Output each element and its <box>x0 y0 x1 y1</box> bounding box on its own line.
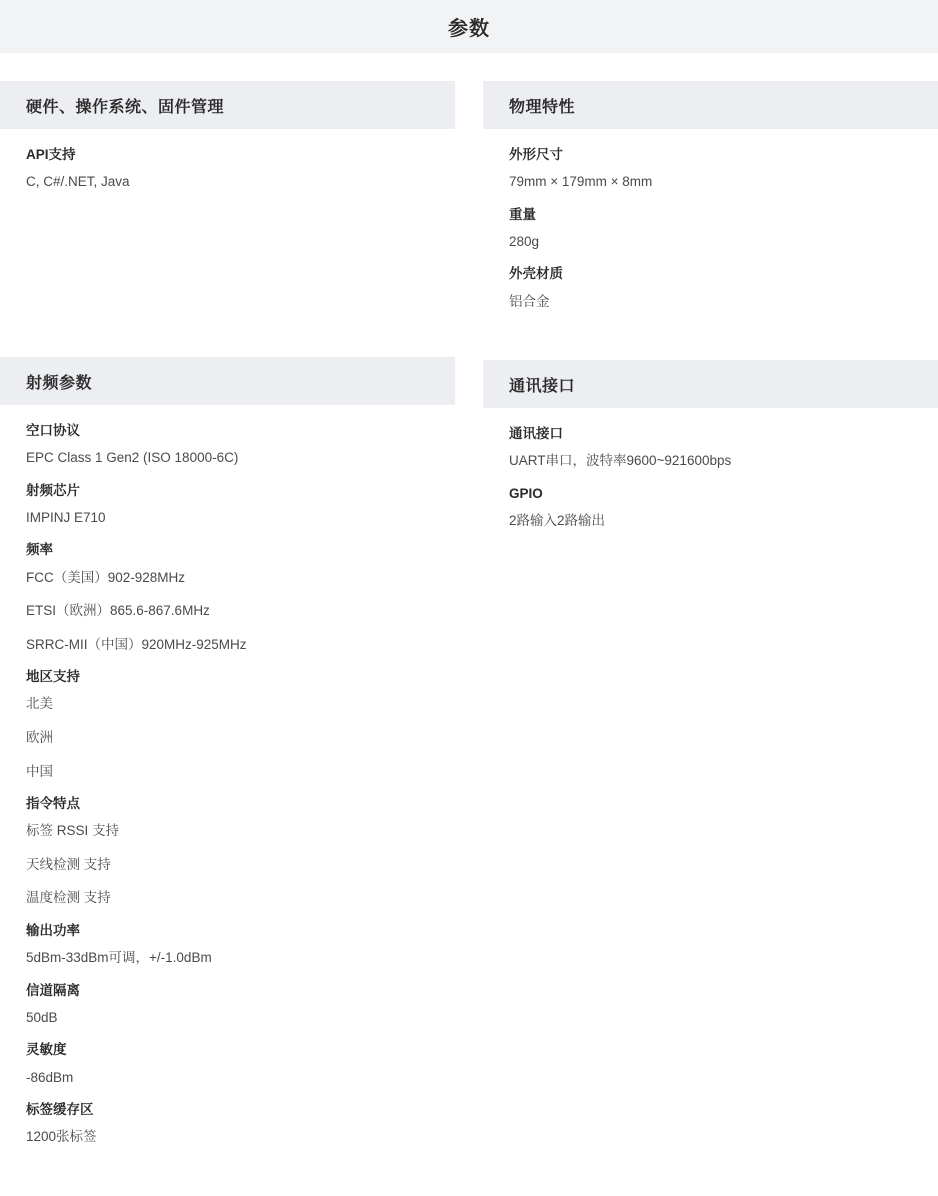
spec-row <box>26 669 429 780</box>
spec-value: 1200张标签 <box>26 1129 97 1145</box>
spec-value: 79mm × 179mm × 8mm <box>509 174 653 190</box>
spec-row <box>509 207 912 251</box>
spec-row <box>26 423 429 467</box>
spec-row <box>509 147 912 191</box>
spec-card-body <box>483 129 938 332</box>
spec-value: 中国 <box>26 763 53 779</box>
spec-value: ETSI（欧洲）865.6-867.6MHz <box>26 603 210 619</box>
left-column <box>0 81 455 1196</box>
spec-label: 灵敏度 <box>26 1042 67 1058</box>
spec-value: UART串口，波特率9600~921600bps <box>509 453 732 469</box>
spec-row <box>509 486 912 530</box>
spec-card-communication-interface <box>483 360 938 551</box>
spec-label: 射频芯片 <box>26 482 80 498</box>
spec-row <box>26 483 429 527</box>
right-column <box>483 81 938 1196</box>
spec-value: SRRC-MII（中国）920MHz-925MHz <box>26 636 247 652</box>
spec-card-body <box>0 405 455 1168</box>
spec-row <box>26 1042 429 1086</box>
spec-value: 温度检测 支持 <box>26 890 111 906</box>
spec-value: FCC（美国）902-928MHz <box>26 569 186 585</box>
spec-row <box>26 983 429 1027</box>
spec-value: 50dB <box>26 1009 58 1025</box>
spec-label: GPIO <box>509 485 543 501</box>
spec-card-title: 物理特性 <box>483 81 938 129</box>
spec-row <box>26 796 429 907</box>
spec-grid <box>0 81 938 1196</box>
spec-value: 280g <box>509 233 540 249</box>
spec-value: 天线检测 支持 <box>26 856 111 872</box>
spec-card-rf-parameters <box>0 357 455 1168</box>
spec-label: 频率 <box>26 542 53 558</box>
spec-value: 铝合金 <box>509 293 550 309</box>
spec-card-hardware-os-firmware <box>0 81 455 329</box>
spec-label: 信道隔离 <box>26 982 80 998</box>
spec-row <box>509 266 912 310</box>
spec-card-body <box>483 408 938 551</box>
spec-value: 标签 RSSI 支持 <box>26 823 120 839</box>
spec-card-title: 硬件、操作系统、固件管理 <box>0 81 455 129</box>
spec-card-physical-characteristics <box>483 81 938 332</box>
spec-row <box>26 147 429 191</box>
spec-row <box>26 1102 429 1146</box>
spec-value: C, C#/.NET, Java <box>26 174 130 190</box>
spec-value: 欧洲 <box>26 730 53 746</box>
column-gutter <box>455 81 483 1196</box>
spec-card-title: 通讯接口 <box>483 360 938 408</box>
spec-label: 通讯接口 <box>509 426 563 442</box>
spec-row <box>26 923 429 967</box>
spec-label: 标签缓存区 <box>26 1102 94 1118</box>
spec-value: -86dBm <box>26 1069 74 1085</box>
spec-label: API支持 <box>26 147 76 162</box>
spec-label: 指令特点 <box>26 796 80 812</box>
spec-card-title: 射频参数 <box>0 357 455 405</box>
page-title: 参数 <box>0 0 938 53</box>
spec-label: 重量 <box>509 206 536 222</box>
spec-label: 外形尺寸 <box>509 147 563 162</box>
spec-value: EPC Class 1 Gen2 (ISO 18000-6C) <box>26 450 239 466</box>
spec-label: 地区支持 <box>26 669 80 685</box>
spec-label: 外壳材质 <box>509 266 563 282</box>
spec-label: 空口协议 <box>26 423 80 438</box>
spec-row <box>26 542 429 653</box>
spec-value: 5dBm-33dBm可调，+/-1.0dBm <box>26 950 212 966</box>
spec-value: 2路输入2路输出 <box>509 513 606 529</box>
spec-value: IMPINJ E710 <box>26 509 106 525</box>
spec-label: 输出功率 <box>26 922 80 938</box>
spec-card-body <box>0 129 455 329</box>
spec-row <box>509 426 912 470</box>
spec-value: 北美 <box>26 696 53 712</box>
